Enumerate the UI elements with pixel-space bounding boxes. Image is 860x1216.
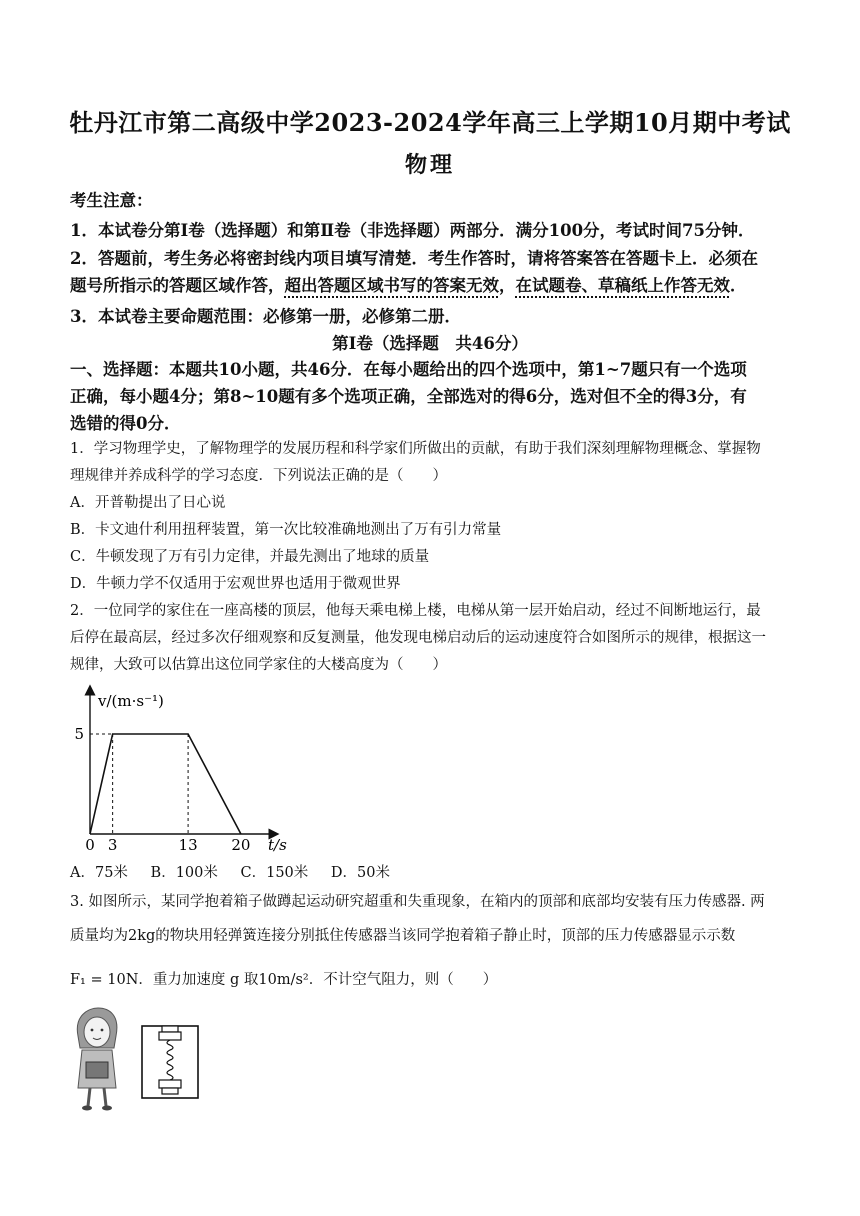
notice-emphasis-2: 在试题卷、草稿纸上作答无效 [515,276,730,295]
notice-item-2-line-2 [70,272,792,296]
top-pressure-sensor [162,1026,178,1032]
section-intro-line-3: 选错的得0分． [70,414,181,433]
q2-option-b: B．100米 [150,865,218,881]
q2-stem-line-3: 规律，大致可以估算出这位同学家住的大楼高度为（ ） [70,657,447,673]
q1-option-a: A．开普勒提出了日心说 [70,495,226,511]
notice-item-1: 1．本试卷分第Ⅰ卷（选择题）和第Ⅱ卷（非选择题）两部分．满分100分，考试时间75分钟． [70,221,755,240]
girl-face [84,1017,110,1047]
q2-options [70,861,792,882]
y-axis-label: v/(m·s⁻¹) [98,692,164,710]
y-tick-label: 5 [74,725,84,743]
top-block [159,1032,181,1040]
section-intro-line-2: 正确，每小题4分；第8~10题有多个选项正确，全部选对的得6分，选对但不全的得3分，有 [70,387,747,406]
q1-option-d: D．牛顿力学不仅适用于宏观世界也适用于微观世界 [70,576,401,592]
q1-stem-line-2: 理规律并养成科学的学习态度．下列说法正确的是（ ） [70,468,447,484]
notice-text: ． [730,276,747,295]
notice-item-3: 3．本试卷主要命题范围：必修第一册，必修第二册． [70,307,461,326]
notice-item-2-line-1: 2．答题前，考生务必将密封线内项目填写清楚．考生作答时，请将答案答在答题卡上．必须在 [70,249,758,268]
section-intro-line-1: 一、选择题：本题共10小题，共46分．在每小题给出的四个选项中，第1~7题只有一个选项 [70,360,747,379]
velocity-time-graph [72,684,302,852]
q3-stem-line-1: 3. 如图所示，某同学抱着箱子做蹲起运动研究超重和失重现象，在箱内的顶部和底部均安装有压力传感器. 两 [70,894,765,910]
girl-holding-box-illustration [66,1006,211,1112]
q2-stem-line-2: 后停在最高层，经过多次仔细观察和反复测量，他发现电梯启动后的运动速度符合如图所示的规律，根据这一 [70,630,766,646]
q2-option-a: A．75米 [70,865,128,881]
notice-text: ， [499,276,516,295]
bottom-block [159,1080,181,1088]
q3-stem-line-2: 质量均为2kg的物块用轻弹簧连接分别抵住传感器当该同学抱着箱子静止时，顶部的压力传感器显示示数 [70,928,736,944]
q1-option-b: B．卡文迪什利用扭秤装置，第一次比较准确地测出了万有引力常量 [70,522,502,538]
notice-emphasis-1: 超出答题区域书写的答案无效 [284,276,499,295]
exam-title: 牡丹江市第二高级中学2023-2024学年高三上学期10月期中考试 [69,108,791,137]
bottom-pressure-sensor [162,1088,178,1094]
notice-text: 题号所指示的答题区域作答， [70,276,285,295]
q3-stem-line-3: F₁ = 10N．重力加速度 g 取10m/s²．不计空气阻力，则（ ） [70,972,498,988]
held-box [86,1062,108,1078]
q2-option-d: D．50米 [330,865,390,881]
x-axis-label: t/s [268,836,287,852]
q1-option-c: C．牛顿发现了万有引力定律，并最先测出了地球的质量 [70,549,430,565]
x-tick-label: 0 [85,836,95,852]
notice-heading: 考生注意： [70,191,153,210]
x-tick-label: 20 [231,836,251,852]
q1-stem-line-1: 1．学习物理学史，了解物理学的发展历程和科学家们所做出的贡献，有助于我们深刻理解物理概念、掌握物 [70,441,761,457]
x-tick-label: 13 [178,836,198,852]
q2-option-c: C．150米 [240,865,309,881]
x-tick-label: 3 [107,836,118,852]
exam-subject: 物理 [404,152,455,178]
section-title: 第Ⅰ卷（选择题 共46分） [332,334,528,353]
q2-stem-line-1: 2．一位同学的家住在一座高楼的顶层，他每天乘电梯上楼，电梯从第一层开始启动，经过不间断地运行，最 [70,603,761,619]
